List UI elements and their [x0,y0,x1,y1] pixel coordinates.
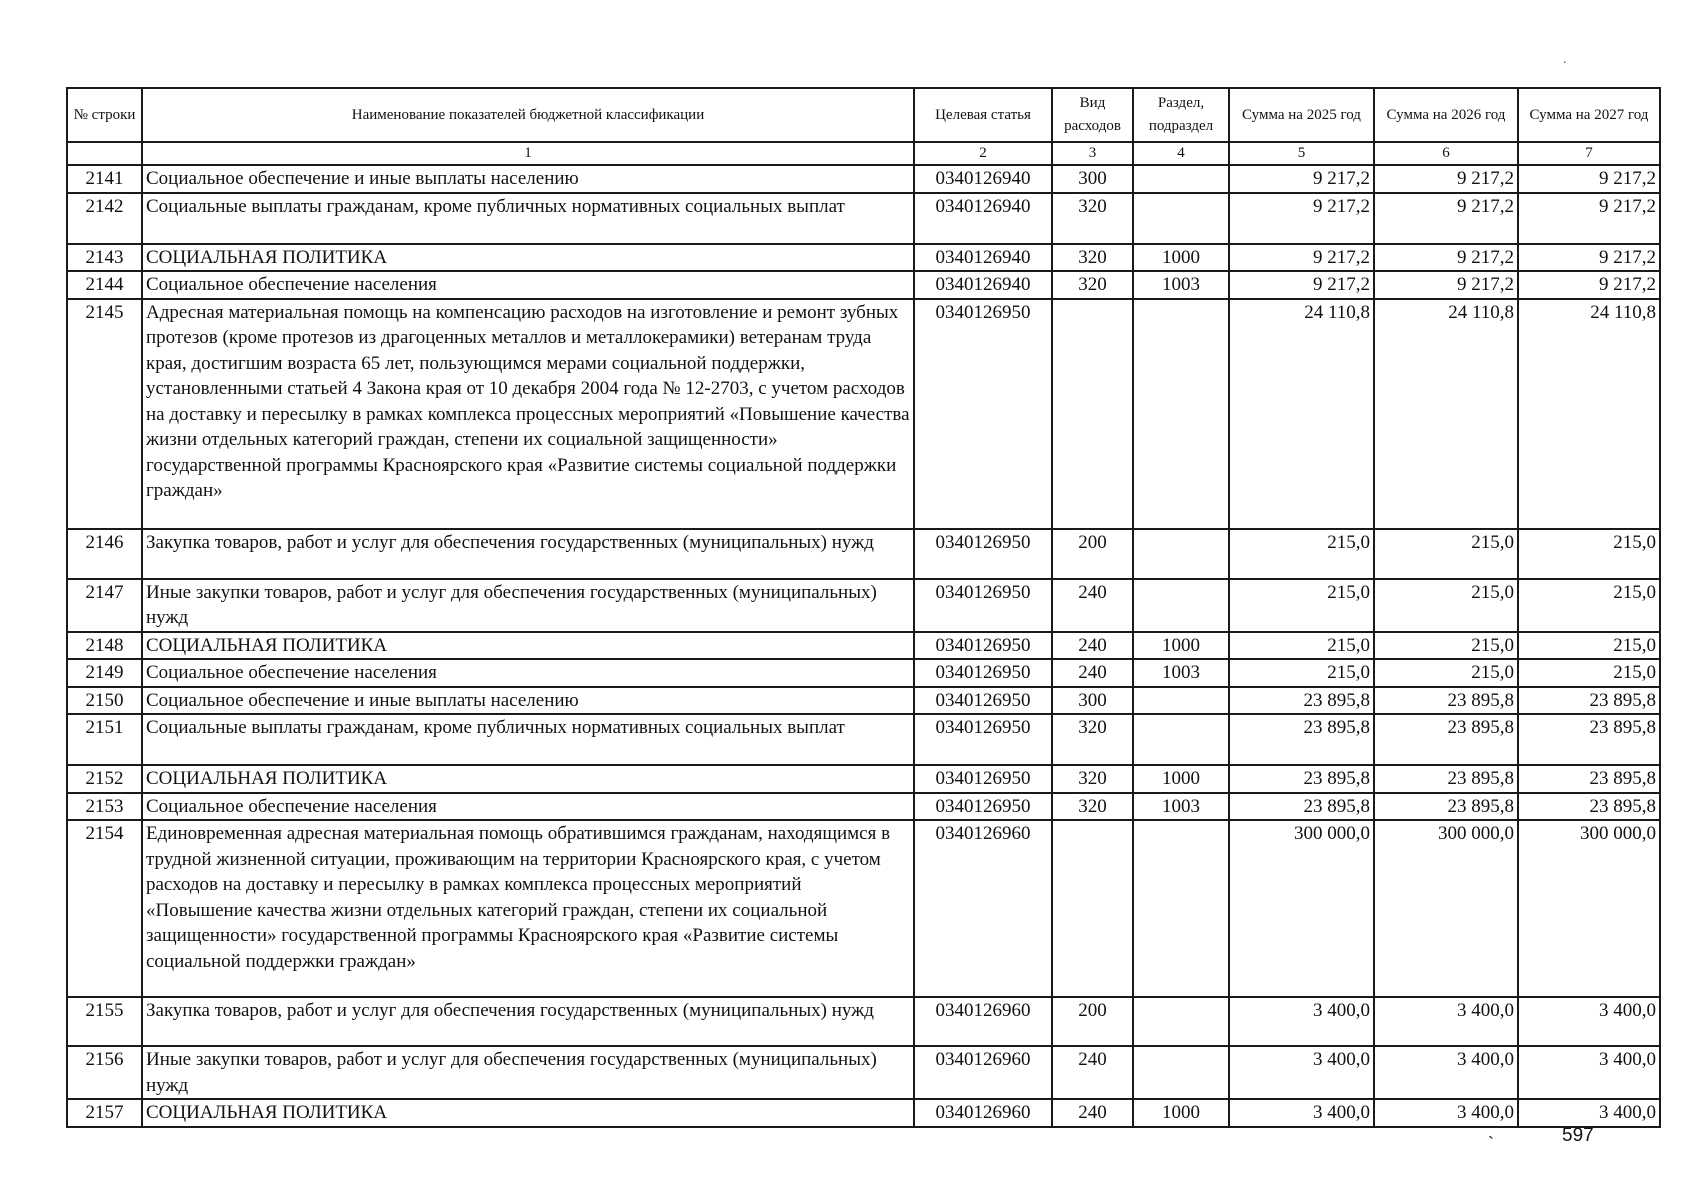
indicator-name-cell: Иные закупки товаров, работ и услуг для обеспечения государственных (муниципальных) нужд [142,1046,914,1099]
section-cell [1133,299,1229,529]
sum-2025-cell: 24 110,8 [1229,299,1374,529]
sum-2025-cell: 215,0 [1229,529,1374,579]
table-row [67,1099,1660,1127]
table-row [67,165,1660,193]
section-cell [1133,529,1229,579]
expense-kind-cell: 240 [1052,1099,1133,1127]
header-name: Наименование показателей бюджетной классификации [142,88,914,142]
expense-kind-cell: 320 [1052,193,1133,244]
table-row [67,244,1660,272]
target-article-cell: 0340126950 [914,793,1052,821]
header-row-no: № строки [67,88,142,142]
section-cell: 1000 [1133,632,1229,660]
indicator-name-cell: Социальное обеспечение населения [142,659,914,687]
column-number: 1 [142,142,914,165]
table-row [67,1046,1660,1099]
section-cell [1133,579,1229,632]
scan-speck: ` [1488,1133,1494,1153]
row-number-cell: 2153 [67,793,142,821]
indicator-name-cell: Социальное обеспечение и иные выплаты населению [142,165,914,193]
sum-2027-cell: 24 110,8 [1518,299,1660,529]
column-number: 3 [1052,142,1133,165]
sum-2026-cell: 23 895,8 [1374,687,1518,715]
expense-kind-cell: 300 [1052,687,1133,715]
header-kind: Вид расходов [1052,88,1133,142]
table-row [67,632,1660,660]
row-number-cell: 2141 [67,165,142,193]
target-article-cell: 0340126950 [914,579,1052,632]
section-cell: 1003 [1133,793,1229,821]
target-article-cell: 0340126960 [914,997,1052,1046]
target-article-cell: 0340126940 [914,244,1052,272]
expense-kind-cell [1052,820,1133,997]
target-article-cell: 0340126950 [914,299,1052,529]
section-cell [1133,714,1229,765]
target-article-cell: 0340126960 [914,1046,1052,1099]
section-cell: 1000 [1133,244,1229,272]
sum-2027-cell: 9 217,2 [1518,271,1660,299]
column-number: 5 [1229,142,1374,165]
budget-table [66,87,1661,1128]
table-row [67,687,1660,715]
table-row [67,579,1660,632]
row-number-cell: 2155 [67,997,142,1046]
header-section: Раздел, подраздел [1133,88,1229,142]
indicator-name-cell: Социальное обеспечение населения [142,271,914,299]
target-article-cell: 0340126950 [914,765,1052,793]
target-article-cell: 0340126940 [914,193,1052,244]
sum-2025-cell: 3 400,0 [1229,997,1374,1046]
sum-2027-cell: 23 895,8 [1518,714,1660,765]
sum-2025-cell: 9 217,2 [1229,244,1374,272]
sum-2026-cell: 9 217,2 [1374,271,1518,299]
target-article-cell: 0340126940 [914,165,1052,193]
indicator-name-cell: Закупка товаров, работ и услуг для обеспечения государственных (муниципальных) нужд [142,529,914,579]
indicator-name-cell: СОЦИАЛЬНАЯ ПОЛИТИКА [142,632,914,660]
table-row [67,299,1660,529]
sum-2025-cell: 23 895,8 [1229,793,1374,821]
section-cell: 1000 [1133,765,1229,793]
expense-kind-cell: 240 [1052,579,1133,632]
sum-2025-cell: 300 000,0 [1229,820,1374,997]
sum-2026-cell: 215,0 [1374,579,1518,632]
expense-kind-cell: 320 [1052,271,1133,299]
sum-2027-cell: 3 400,0 [1518,997,1660,1046]
sum-2026-cell: 215,0 [1374,659,1518,687]
sum-2026-cell: 9 217,2 [1374,193,1518,244]
header-sum-2025: Сумма на 2025 год [1229,88,1374,142]
row-number-cell: 2144 [67,271,142,299]
table-row [67,659,1660,687]
sum-2026-cell: 9 217,2 [1374,165,1518,193]
header-sum-2026: Сумма на 2026 год [1374,88,1518,142]
sum-2026-cell: 23 895,8 [1374,765,1518,793]
table-row [67,765,1660,793]
expense-kind-cell: 200 [1052,529,1133,579]
section-cell [1133,997,1229,1046]
indicator-name-cell: Иные закупки товаров, работ и услуг для обеспечения государственных (муниципальных) нужд [142,579,914,632]
table-body [67,165,1660,1127]
indicator-name-cell: Социальное обеспечение населения [142,793,914,821]
sum-2025-cell: 215,0 [1229,659,1374,687]
target-article-cell: 0340126960 [914,1099,1052,1127]
scan-speck: . [1563,52,1567,67]
row-number-cell: 2151 [67,714,142,765]
target-article-cell: 0340126960 [914,820,1052,997]
column-number-row [67,142,1660,165]
sum-2026-cell: 23 895,8 [1374,793,1518,821]
sum-2027-cell: 9 217,2 [1518,165,1660,193]
column-number: 2 [914,142,1052,165]
indicator-name-cell: СОЦИАЛЬНАЯ ПОЛИТИКА [142,1099,914,1127]
indicator-name-cell: СОЦИАЛЬНАЯ ПОЛИТИКА [142,244,914,272]
sum-2025-cell: 3 400,0 [1229,1099,1374,1127]
row-number-cell: 2143 [67,244,142,272]
target-article-cell: 0340126950 [914,687,1052,715]
expense-kind-cell: 320 [1052,793,1133,821]
column-number: 7 [1518,142,1660,165]
indicator-name-cell: Социальное обеспечение и иные выплаты населению [142,687,914,715]
section-cell: 1003 [1133,271,1229,299]
row-number-cell: 2157 [67,1099,142,1127]
row-number-cell: 2152 [67,765,142,793]
sum-2026-cell: 3 400,0 [1374,1099,1518,1127]
table-row [67,793,1660,821]
row-number-cell: 2150 [67,687,142,715]
header-target: Целевая статья [914,88,1052,142]
table-row [67,997,1660,1046]
page-number: 597 [1562,1125,1594,1146]
sum-2027-cell: 3 400,0 [1518,1099,1660,1127]
sum-2025-cell: 9 217,2 [1229,193,1374,244]
sum-2027-cell: 215,0 [1518,579,1660,632]
sum-2027-cell: 300 000,0 [1518,820,1660,997]
section-cell [1133,165,1229,193]
sum-2026-cell: 215,0 [1374,632,1518,660]
sum-2025-cell: 3 400,0 [1229,1046,1374,1099]
target-article-cell: 0340126950 [914,632,1052,660]
row-number-cell: 2149 [67,659,142,687]
table-row [67,193,1660,244]
sum-2027-cell: 215,0 [1518,632,1660,660]
expense-kind-cell: 240 [1052,1046,1133,1099]
section-cell [1133,687,1229,715]
sum-2027-cell: 215,0 [1518,659,1660,687]
row-number-cell: 2145 [67,299,142,529]
sum-2025-cell: 9 217,2 [1229,165,1374,193]
row-number-cell: 2148 [67,632,142,660]
sum-2026-cell: 9 217,2 [1374,244,1518,272]
indicator-name-cell: Единовременная адресная материальная помощь обратившимся гражданам, находящимся в трудной жизненной ситуации, проживающим на территории Красноярского края, с учетом расходов на доставку и пересылку в рамках комплекса процессных мероприятий «Повышение качества жизни отдельных категорий граждан, степени их социальной защищенности» государственной программы Красноярского края «Развитие системы социальной поддержки граждан» [142,820,914,997]
table-row [67,529,1660,579]
section-cell: 1000 [1133,1099,1229,1127]
column-number [67,142,142,165]
sum-2026-cell: 300 000,0 [1374,820,1518,997]
sum-2027-cell: 3 400,0 [1518,1046,1660,1099]
sum-2027-cell: 215,0 [1518,529,1660,579]
expense-kind-cell: 240 [1052,659,1133,687]
table-row [67,714,1660,765]
row-number-cell: 2147 [67,579,142,632]
sum-2027-cell: 23 895,8 [1518,765,1660,793]
sum-2026-cell: 23 895,8 [1374,714,1518,765]
section-cell [1133,820,1229,997]
section-cell [1133,193,1229,244]
expense-kind-cell: 200 [1052,997,1133,1046]
section-cell [1133,1046,1229,1099]
sum-2026-cell: 215,0 [1374,529,1518,579]
target-article-cell: 0340126940 [914,271,1052,299]
table-row [67,271,1660,299]
expense-kind-cell: 320 [1052,244,1133,272]
expense-kind-cell [1052,299,1133,529]
target-article-cell: 0340126950 [914,659,1052,687]
section-cell: 1003 [1133,659,1229,687]
table-row [67,820,1660,997]
sum-2025-cell: 215,0 [1229,579,1374,632]
expense-kind-cell: 320 [1052,714,1133,765]
target-article-cell: 0340126950 [914,529,1052,579]
column-number: 4 [1133,142,1229,165]
expense-kind-cell: 240 [1052,632,1133,660]
expense-kind-cell: 320 [1052,765,1133,793]
sum-2026-cell: 3 400,0 [1374,997,1518,1046]
expense-kind-cell: 300 [1052,165,1133,193]
sum-2025-cell: 23 895,8 [1229,714,1374,765]
indicator-name-cell: Социальные выплаты гражданам, кроме публичных нормативных социальных выплат [142,193,914,244]
sum-2026-cell: 3 400,0 [1374,1046,1518,1099]
column-number: 6 [1374,142,1518,165]
row-number-cell: 2146 [67,529,142,579]
indicator-name-cell: СОЦИАЛЬНАЯ ПОЛИТИКА [142,765,914,793]
row-number-cell: 2154 [67,820,142,997]
indicator-name-cell: Адресная материальная помощь на компенсацию расходов на изготовление и ремонт зубных протезов (кроме протезов из драгоценных металлов и металлокерамики) ветеранам труда края, достигшим возраста 65 лет, пользующимся мерами социальной поддержки, установленными статьей 4 Закона края от 10 декабря 2004 года № 12-2703, с учетом расходов на доставку и пересылку в рамках комплекса процессных мероприятий «Повышение качества жизни отдельных категорий граждан, степени их социальной защищенности» государственной программы Красноярского края «Развитие системы социальной поддержки граждан» [142,299,914,529]
sum-2026-cell: 24 110,8 [1374,299,1518,529]
sum-2027-cell: 9 217,2 [1518,193,1660,244]
row-number-cell: 2156 [67,1046,142,1099]
sum-2025-cell: 23 895,8 [1229,687,1374,715]
sum-2025-cell: 23 895,8 [1229,765,1374,793]
sum-2025-cell: 215,0 [1229,632,1374,660]
sum-2027-cell: 23 895,8 [1518,793,1660,821]
header-row [67,88,1660,142]
sum-2027-cell: 23 895,8 [1518,687,1660,715]
indicator-name-cell: Социальные выплаты гражданам, кроме публичных нормативных социальных выплат [142,714,914,765]
target-article-cell: 0340126950 [914,714,1052,765]
indicator-name-cell: Закупка товаров, работ и услуг для обеспечения государственных (муниципальных) нужд [142,997,914,1046]
sum-2025-cell: 9 217,2 [1229,271,1374,299]
header-sum-2027: Сумма на 2027 год [1518,88,1660,142]
row-number-cell: 2142 [67,193,142,244]
sum-2027-cell: 9 217,2 [1518,244,1660,272]
